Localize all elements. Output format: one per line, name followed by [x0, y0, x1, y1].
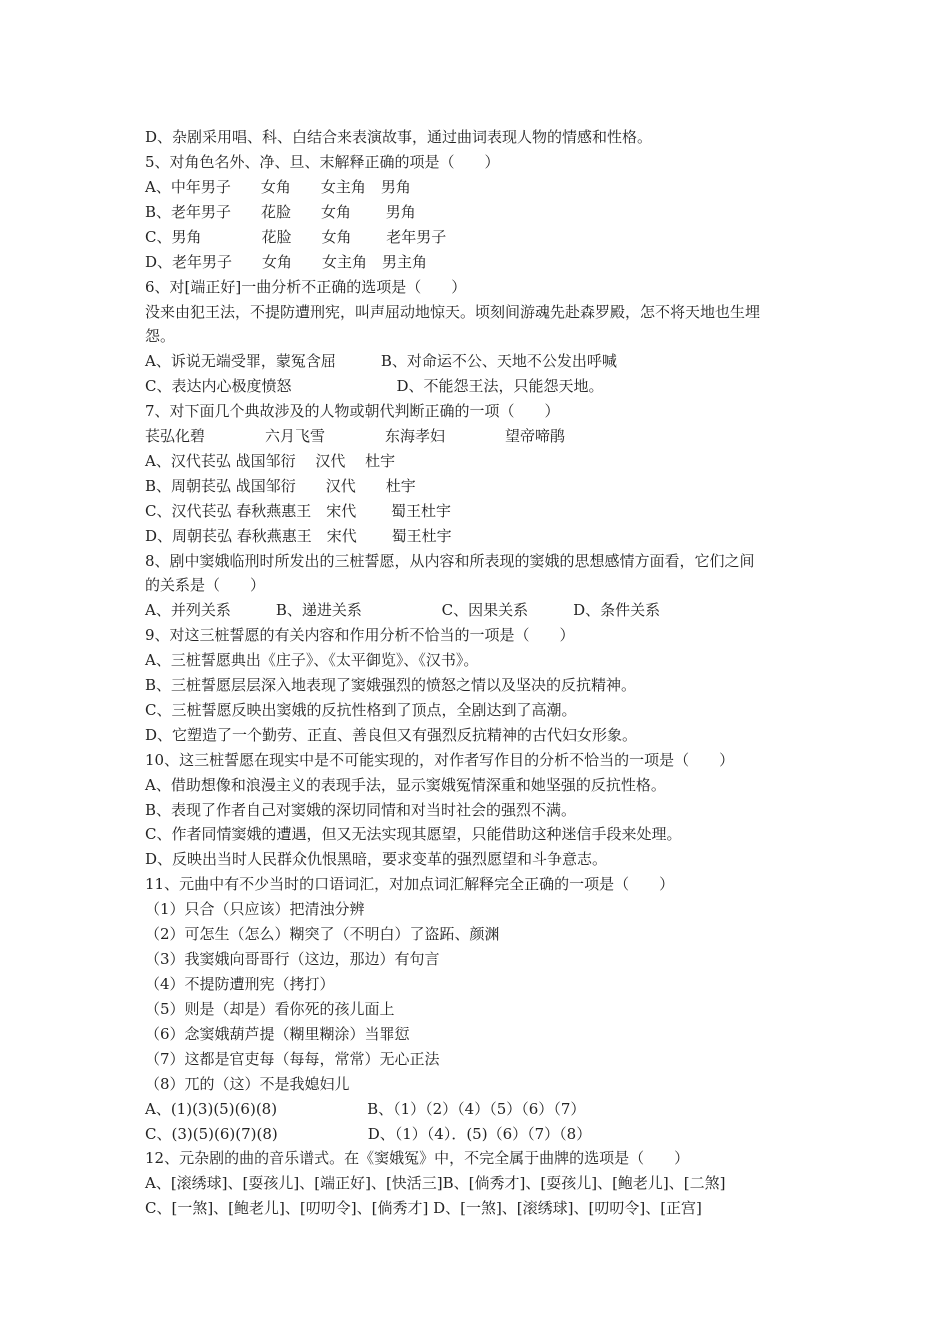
item-4: （4）不提防遭刑宪（拷打）	[145, 975, 335, 993]
option-a: A、中年男子 女角 女主角 男角	[145, 178, 411, 196]
option-b: B、三桩誓愿层层深入地表现了窦娥强烈的愤怒之情以及坚决的反抗精神。	[145, 676, 637, 694]
item-1: （1）只合（只应该）把清浊分辨	[145, 900, 365, 918]
options-ab: A、[滚绣球]、[耍孩儿]、[端正好]、[快活三]B、[倘秀才]、[耍孩儿]、[鲍老儿]、[二煞]	[145, 1174, 726, 1192]
option-d: D、老年男子 女角 女主角 男主角	[145, 253, 428, 271]
item-7: （7）这都是官吏每（每每，常常）无心正法	[145, 1050, 440, 1068]
options-cd: C、(3)(5)(6)(7)(8) D、（1）（4）．(5)（6）（7）（8）	[145, 1125, 592, 1143]
allusions: 苌弘化碧 六月飞雪 东海孝妇 望帝啼鹃	[145, 427, 566, 445]
options-cd: C、[一煞]、[鲍老儿]、[叨叨令]、[倘秀才] D、[一煞]、[滚绣球]、[叨叨令]、[正宫]	[145, 1199, 702, 1217]
option-d: D、它塑造了一个勤劳、正直、善良但又有强烈反抗精神的古代妇女形象。	[145, 726, 638, 744]
question-5: 5、对角色名外、净、旦、末解释正确的项是（ ）	[145, 153, 500, 171]
option-a: A、借助想像和浪漫主义的表现手法，显示窦娥冤情深重和她坚强的反抗性格。	[145, 776, 666, 794]
options-ab: A、诉说无端受罪，蒙冤含屈 B、对命运不公、天地不公发出呼喊	[145, 352, 617, 370]
option-d: D、反映出当时人民群众仇恨黑暗，要求变革的强烈愿望和斗争意志。	[145, 850, 608, 868]
option-b: B、周朝苌弘 战国邹衍 汉代 杜宇	[145, 477, 416, 495]
item-8: （8）兀的（这）不是我媳妇儿	[145, 1075, 350, 1093]
options-cd: C、表达内心极度愤怒 D、不能怨王法，只能怨天地。	[145, 377, 604, 395]
option-a: A、三桩誓愿典出《庄子》、《太平御览》、《汉书》。	[145, 651, 479, 669]
question-8-cont: 的关系是（ ）	[145, 576, 266, 594]
option-c: C、男角 花脸 女角 老年男子	[145, 228, 447, 246]
item-5: （5）则是（却是）看你死的孩儿面上	[145, 1000, 395, 1018]
item-6: （6）念窦娥葫芦提（糊里糊涂）当罪愆	[145, 1025, 410, 1043]
item-2: （2）可怎生（怎么）糊突了（不明白）了盗跖、颜渊	[145, 925, 500, 943]
question-7: 7、对下面几个典故涉及的人物或朝代判断正确的一项（ ）	[145, 402, 560, 420]
option-c: C、汉代苌弘 春秋燕惠王 宋代 蜀王杜宇	[145, 502, 452, 520]
question-8: 8、剧中窦娥临刑时所发出的三桩誓愿，从内容和所表现的窦娥的思想感情方面看，它们之间	[145, 552, 755, 570]
option-c: C、三桩誓愿反映出窦娥的反抗性格到了顶点，全剧达到了高潮。	[145, 701, 577, 719]
option-b: B、表现了作者自己对窦娥的深切同情和对当时社会的强烈不满。	[145, 801, 577, 819]
question-11: 11、元曲中有不少当时的口语词汇，对加点词汇解释完全正确的一项是（ ）	[145, 875, 675, 893]
option-a: A、汉代苌弘 战国邹衍 汉代 杜宇	[145, 452, 396, 470]
question-9: 9、对这三桩誓愿的有关内容和作用分析不恰当的一项是（ ）	[145, 626, 575, 644]
item-3: （3）我窦娥向哥哥行（这边，那边）有句言	[145, 950, 440, 968]
question-10: 10、这三桩誓愿在现实中是不可能实现的，对作者写作目的分析不恰当的一项是（ ）	[145, 751, 735, 769]
options-abcd: A、并列关系 B、递进关系 C、因果关系 D、条件关系	[145, 601, 661, 619]
option-c: C、作者同情窦娥的遭遇，但又无法实现其愿望，只能借助这种迷信手段来处理。	[145, 825, 682, 843]
question-6: 6、对[端正好]一曲分析不正确的选项是（ ）	[145, 278, 467, 296]
question-12: 12、元杂剧的曲的音乐谱式。在《窦娥冤》中，不完全属于曲牌的选项是（ ）	[145, 1149, 690, 1167]
quote-text: 没来由犯王法，不提防遭刑宪，叫声屈动地惊天。顷刻间游魂先赴森罗殿，怎不将天地也生埋	[145, 303, 761, 321]
quote-text-cont: 怨。	[145, 327, 176, 345]
option-b: B、老年男子 花脸 女角 男角	[145, 203, 416, 221]
option-d: D、周朝苌弘 春秋燕惠王 宋代 蜀王杜宇	[145, 527, 452, 545]
text-line: D、杂剧采用唱、科、白结合来表演故事，通过曲词表现人物的情感和性格。	[145, 128, 653, 146]
options-ab: A、(1)(3)(5)(6)(8) B、（1）（2）（4）（5）（6）（7）	[145, 1100, 586, 1118]
